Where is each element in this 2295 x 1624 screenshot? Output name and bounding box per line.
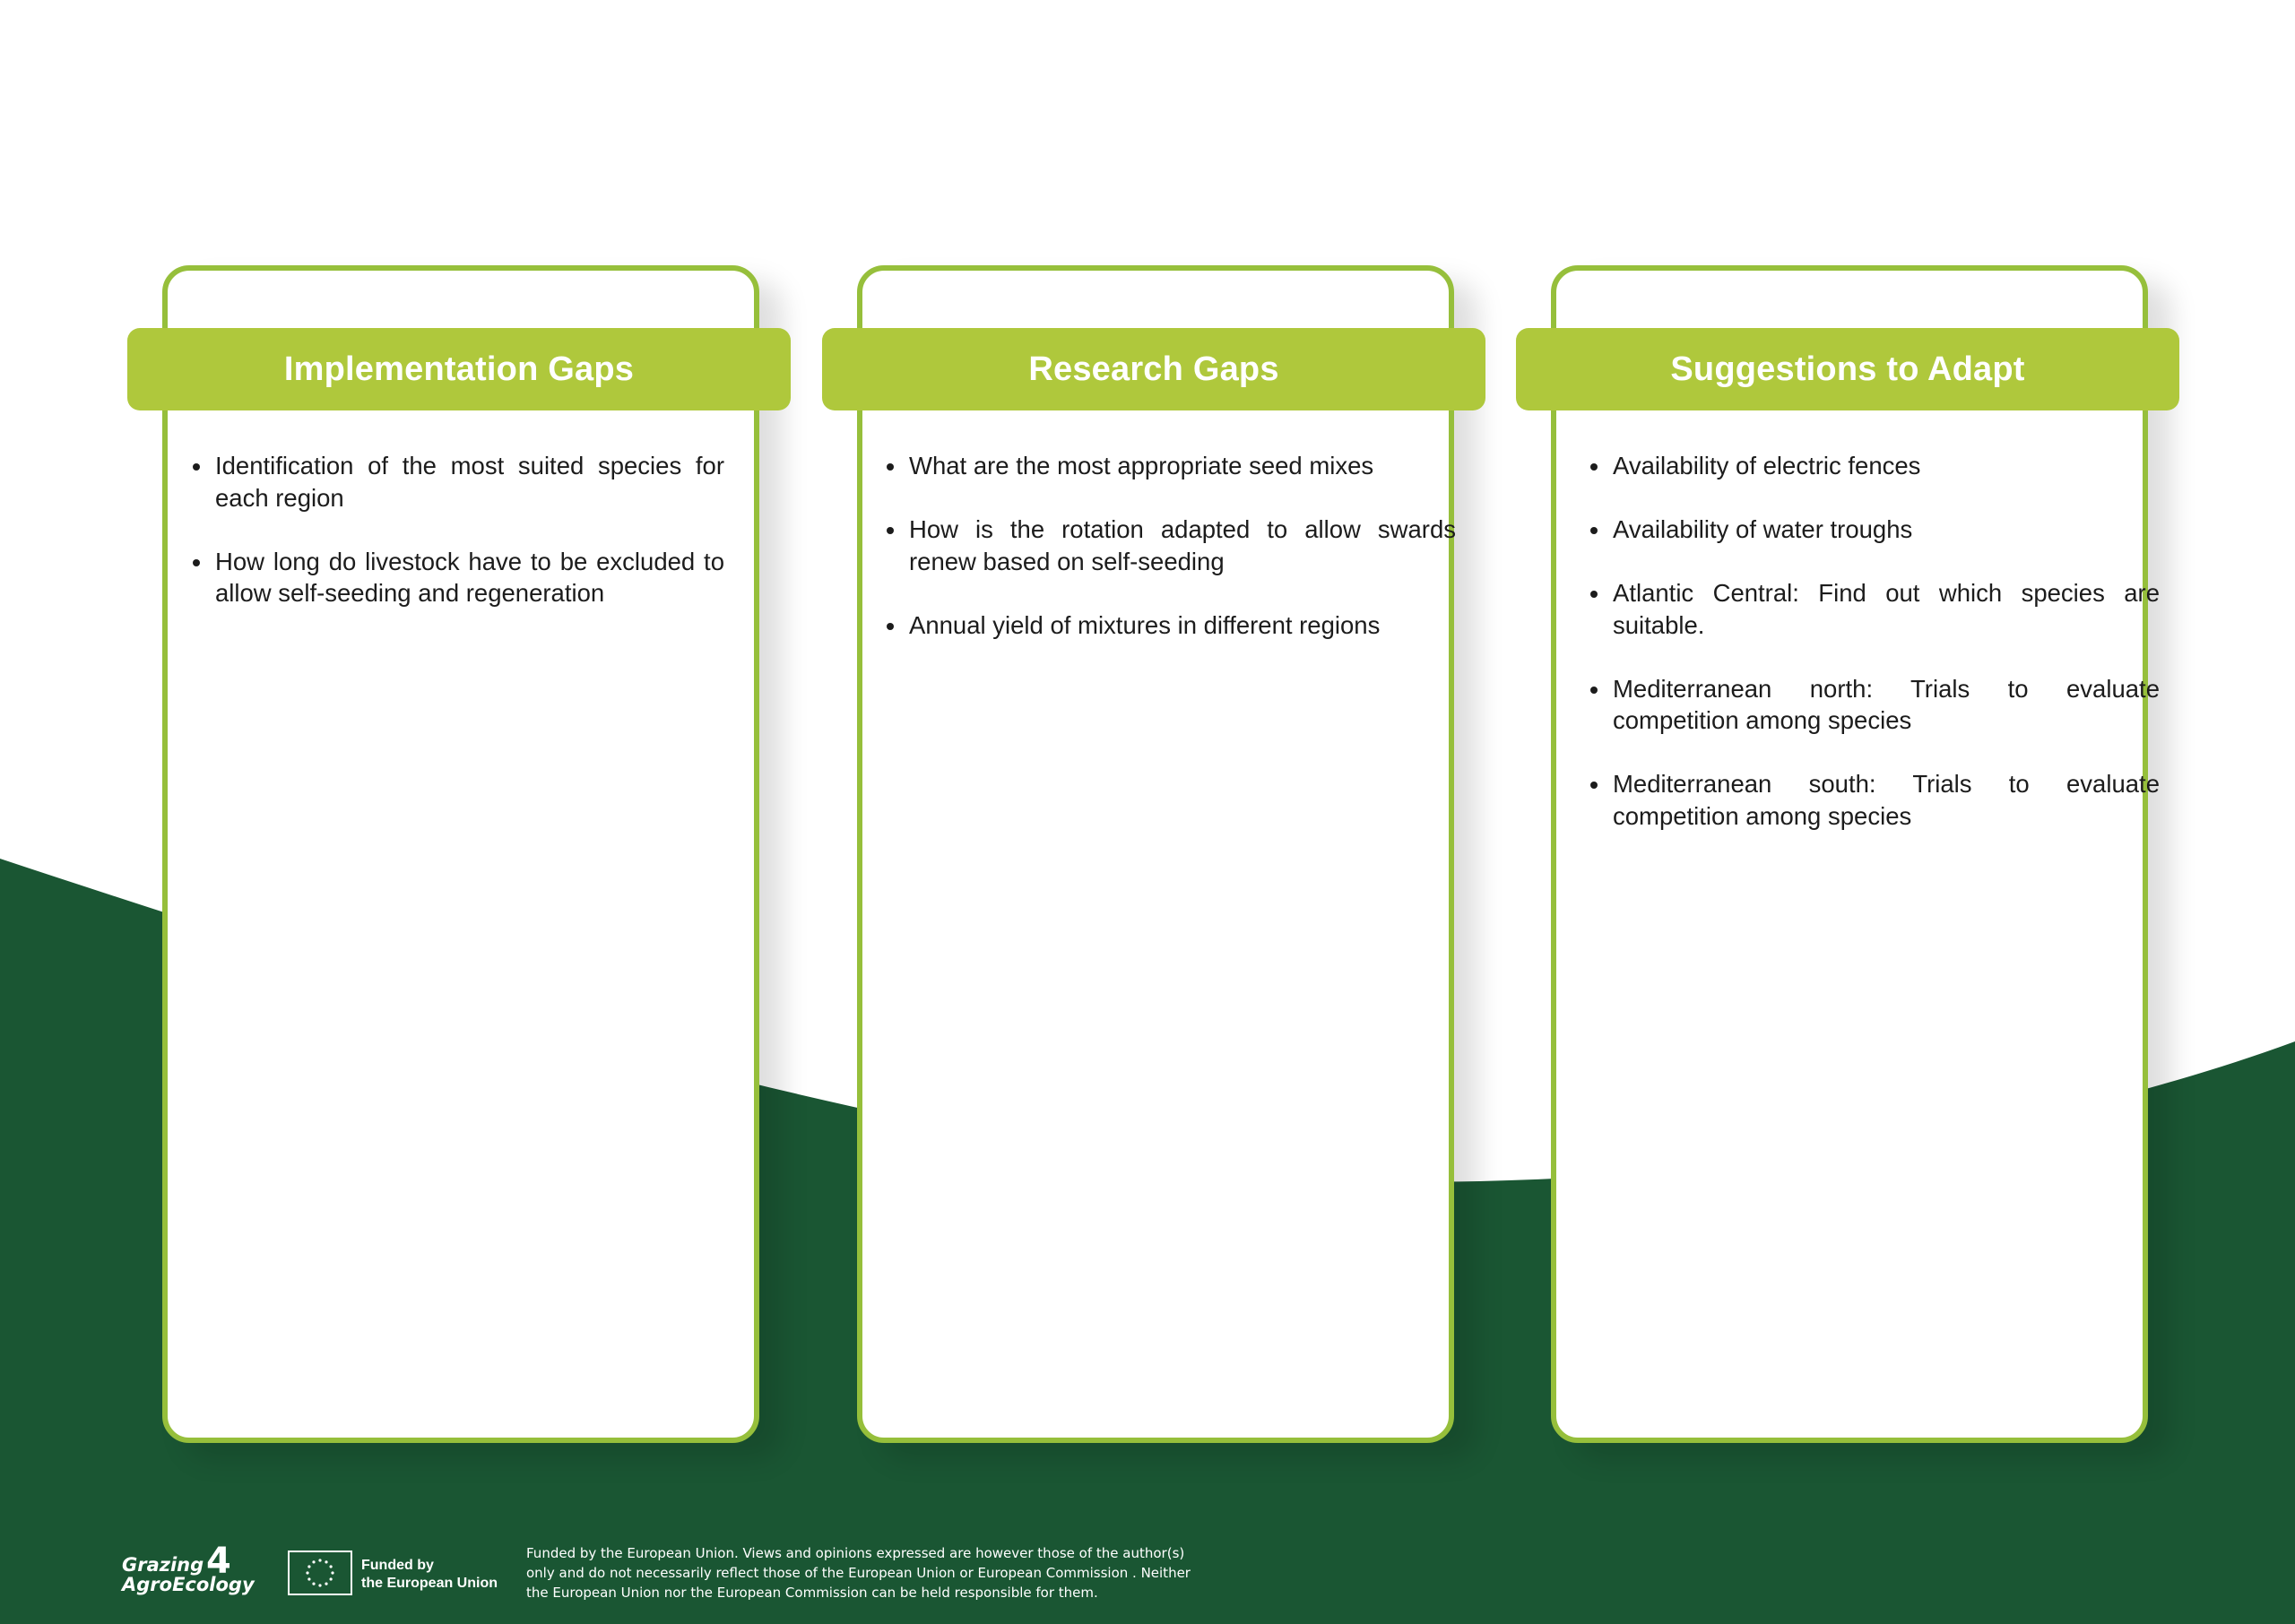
suggestions-to-adapt-header: [1516, 328, 2179, 410]
research-gaps-header: [822, 328, 1485, 410]
research-gaps-list: [873, 450, 1456, 673]
logo-line-1: Grazing: [122, 1554, 204, 1576]
list-item: • Atlantic Central: Find out which species are suitable.: [1611, 577, 2160, 641]
implementation-gaps-list: [179, 450, 724, 641]
implementation-gaps-header: [127, 328, 791, 410]
list-item: • How is the rotation adapted to allow swards renew based on self-seeding: [907, 514, 1456, 577]
implementation-gaps-title: Implementation Gaps: [283, 350, 635, 388]
list-item: • What are the most appropriate seed mixes: [907, 450, 1456, 482]
list-item: • Availability of electric fences: [1611, 450, 2160, 482]
eu-flag-icon: [288, 1551, 352, 1595]
grazing-agroecology-logo: [122, 1541, 255, 1595]
suggestions-to-adapt-title: Suggestions to Adapt: [1670, 350, 2025, 388]
suggestions-to-adapt-list: [1577, 450, 2160, 864]
list-item: • Annual yield of mixtures in different regions: [907, 609, 1456, 642]
list-item: • How long do livestock have to be excluded to allow self-seeding and regeneration: [213, 546, 724, 609]
disclaimer-line: Funded by the European Union. Views and opinions expressed are however those of the author(s): [526, 1545, 1185, 1561]
eu-line-1: Funded by: [361, 1558, 434, 1573]
research-gaps-card: [857, 265, 1454, 1443]
list-item: • Identification of the most suited species for each region: [213, 450, 724, 514]
research-gaps-title: Research Gaps: [1028, 350, 1279, 388]
list-item: • Mediterranean north: Trials to evaluate competition among species: [1611, 673, 2160, 737]
footer: [0, 1524, 2295, 1624]
eu-line-2: the European Union: [361, 1576, 498, 1591]
disclaimer-line: only and do not necessarily reflect those of the European Union or European Commission . Neither: [526, 1565, 1191, 1581]
logo-number: 4: [206, 1541, 231, 1582]
list-item: • Availability of water troughs: [1611, 514, 2160, 546]
disclaimer: [526, 1543, 1243, 1602]
logo-line-2: AgroEcology: [122, 1574, 255, 1595]
implementation-gaps-card: [162, 265, 759, 1443]
list-item: • Mediterranean south: Trials to evaluate competition among species: [1611, 768, 2160, 832]
disclaimer-line: the European Union nor the European Commission can be held responsible for them.: [526, 1585, 1098, 1601]
funded-by-eu-label: [361, 1557, 498, 1593]
